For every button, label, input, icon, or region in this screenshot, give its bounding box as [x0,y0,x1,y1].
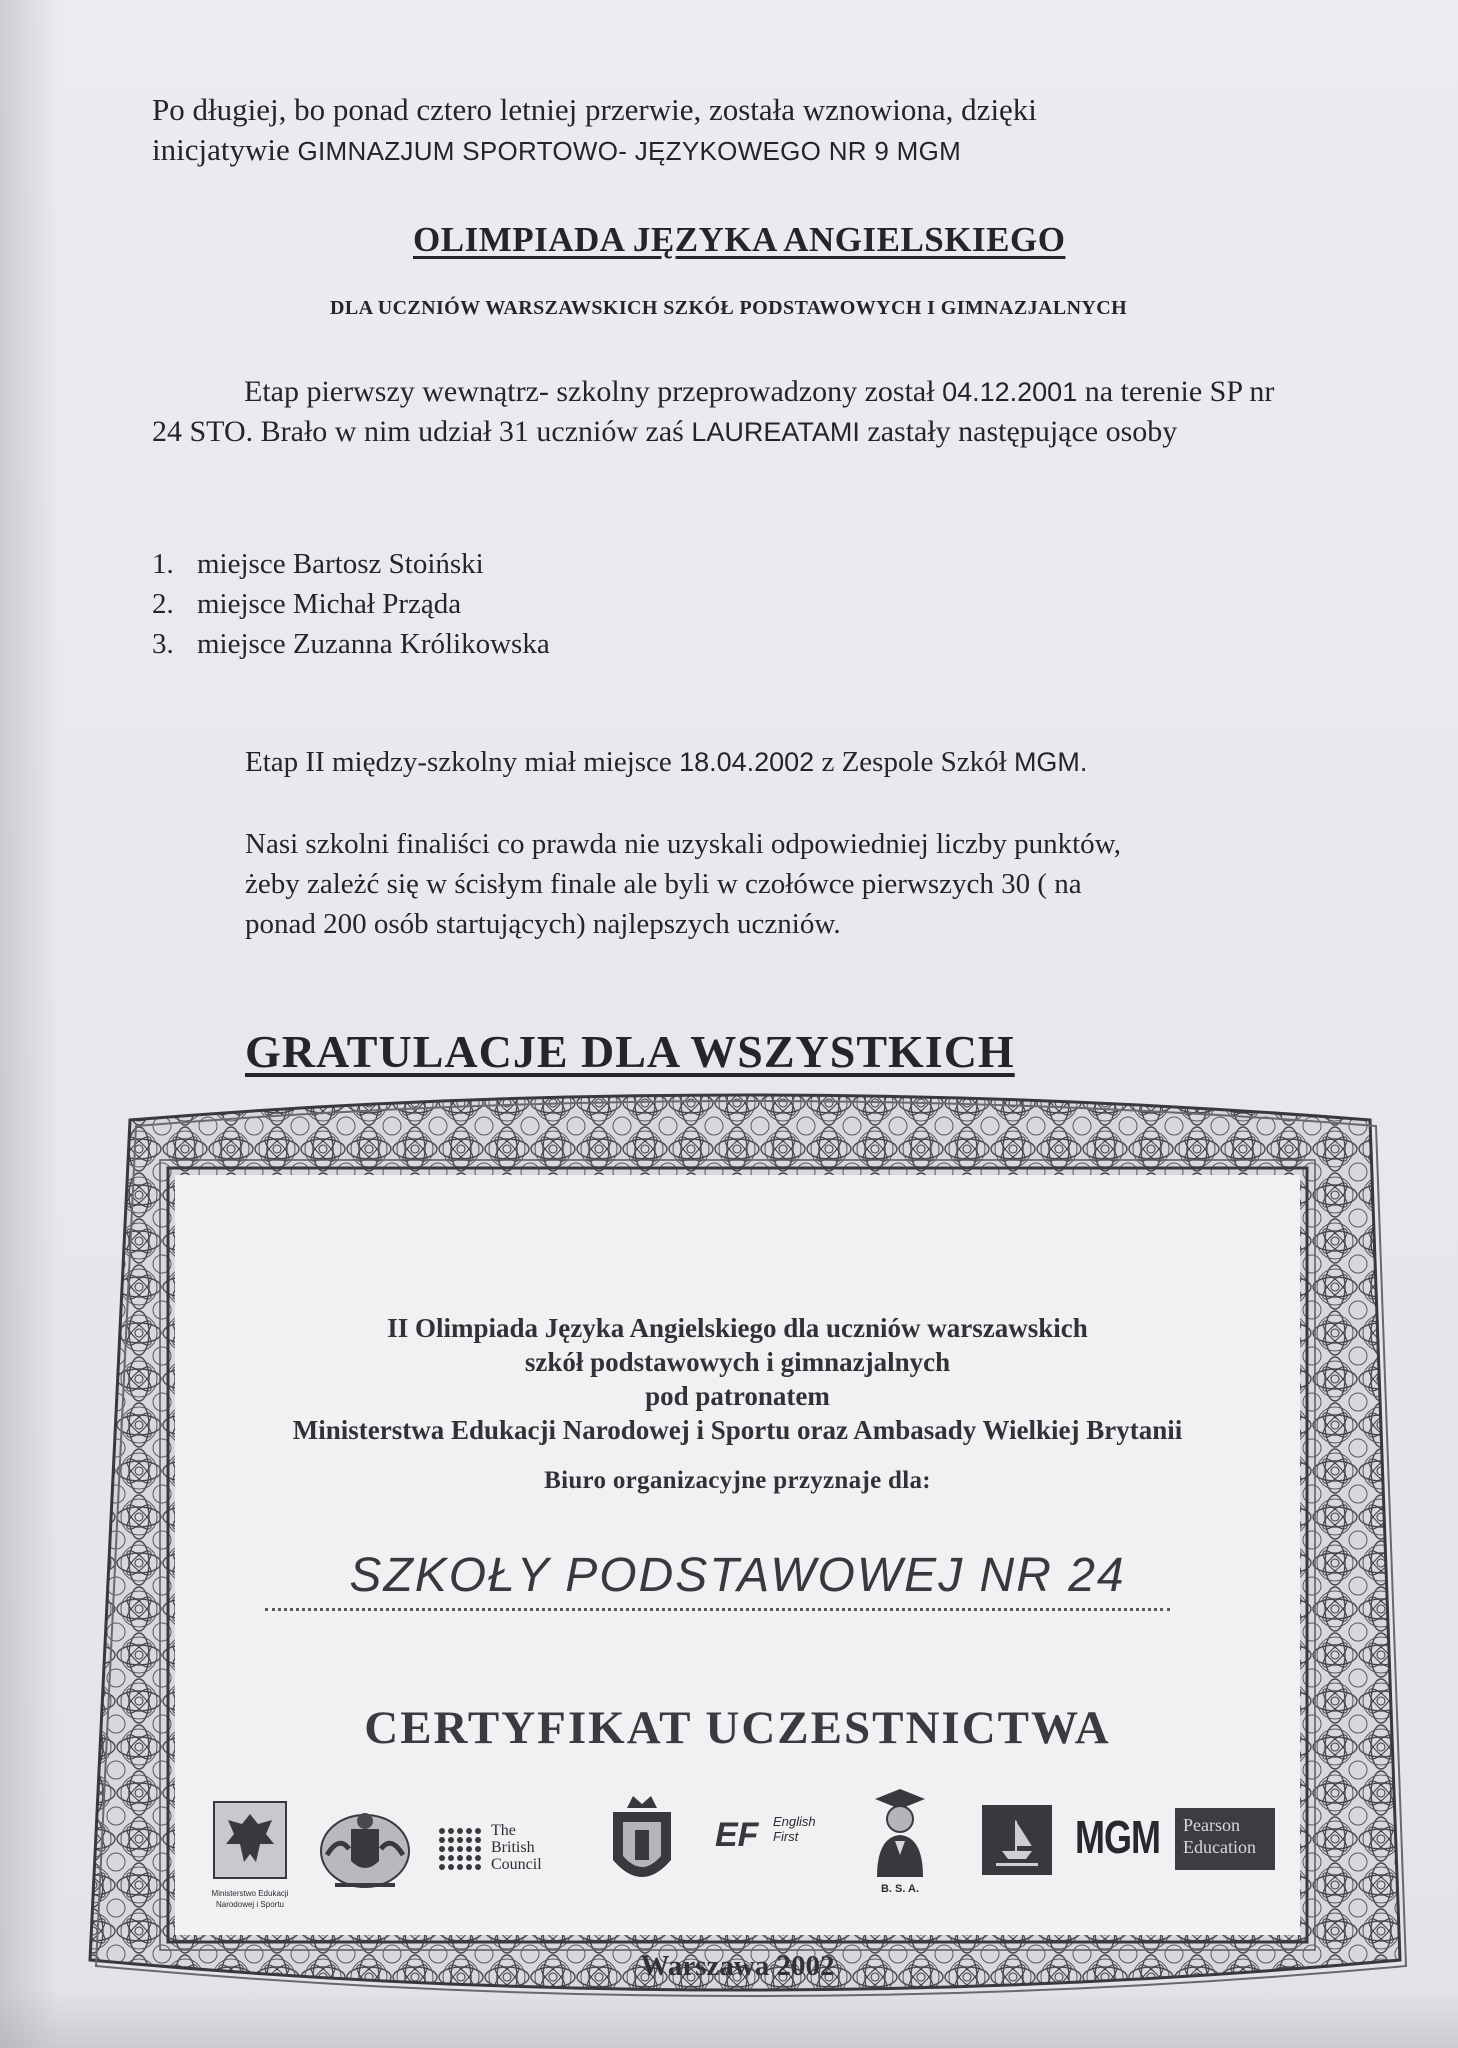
winners-list [152,544,550,664]
finalists-paragraph [245,824,1345,944]
school-organizer: GIMNAZJUM SPORTOWO- JĘZYKOWEGO NR 9 MGM [297,136,962,166]
publisher-logo [982,1805,1052,1875]
certificate-title: CERTYFIKAT UCZESTNICTWA [364,1702,1111,1754]
stage-one-text-3: zastały następujące osoby [859,415,1178,448]
ministry-logo [195,1800,305,1920]
intro-line-2-start: inicjatywie [152,132,298,167]
participation-certificate [70,1080,1410,2010]
congratulations-heading: GRATULACJE DLA WSZYSTKICH [245,1026,1015,1077]
stage-one-paragraph [152,372,1302,452]
stage-two-text-2: z Zespole Szkół [814,746,1014,778]
finalists-line-2: żeby zależć się w ścisłym finale ale byli w czołówce pierwszych 30 ( na [245,868,1082,900]
embassy-logo [315,1805,415,1900]
bsa-logo [860,1785,940,1905]
certificate-line-5: Biuro organizacyjne przyznaje dla: [544,1467,931,1494]
polish-eagle-icon [210,1800,290,1880]
pearson-text-1: Pearson [1183,1815,1240,1835]
certificate-line-1: II Olimpiada Języka Angielskiego dla uczniów warszawskich [387,1313,1088,1343]
ship-icon [982,1805,1052,1875]
place-text: miejsce Michał Prząda [197,588,462,620]
bsa-caption: B. S. A. [880,1883,920,1895]
intro-paragraph [152,90,1332,171]
list-item [152,584,550,624]
ministry-caption-2: Narodowej i Sportu [215,1900,285,1909]
laureates-label: LAUREATAMI [691,417,860,447]
stage-two-date: 18.04.2002 [679,747,815,777]
stage-one-text-2: na terenie SP nr 24 STO. Brało w nim udział 31 uczniów zaś [152,375,1275,448]
pearson-logo [1175,1808,1275,1870]
graduate-icon [865,1785,935,1880]
stage-one-date: 04.12.2001 [942,377,1078,407]
warsaw-crest-logo [607,1790,677,1900]
recipient-school: SZKOŁY PODSTAWOWEJ NR 24 [349,1549,1126,1602]
mgm-logo [1075,1810,1160,1865]
list-item [152,624,550,664]
place-text: miejsce Bartosz Stoiński [197,548,484,580]
place-text: miejsce Zuzanna Królikowska [197,628,550,660]
list-item [152,544,550,584]
place-number: 3. [152,628,174,660]
ef-mark: EF [715,1816,759,1854]
stage-two-paragraph [245,746,1087,779]
certificate-body [175,1175,1300,1982]
place-number: 1. [152,548,174,580]
dot-grid-icon [437,1826,485,1874]
sponsor-logos [195,1800,1295,1920]
finalists-line-3: ponad 200 osób startujących) najlepszych uczniów. [245,908,841,940]
certificate-footer: Warszawa 2002 [640,1950,835,1982]
english-first-logo [715,1812,835,1872]
intro-line-2 [152,130,1332,171]
page-shadow-left [0,0,60,2048]
royal-coat-of-arms-icon [315,1805,415,1895]
stage-two-text-1: Etap II między-szkolny miał miejsce [245,746,680,778]
ef-subtext-1: English [773,1814,816,1829]
stage-one-text-1: Etap pierwszy wewnątrz- szkolny przeprowadzony został [244,375,943,408]
certificate-line-2: szkół podstawowych i gimnazjalnych [524,1347,951,1377]
pearson-text-2: Education [1183,1837,1256,1857]
dotted-line [265,1608,1170,1611]
ef-subtext-2: First [773,1829,799,1844]
stage-two-school: MGM. [1013,747,1088,777]
certificate-line-3: pod patronatem [645,1381,830,1411]
finalists-line-1: Nasi szkolni finaliści co prawda nie uzyskali odpowiedniej liczby punktów, [245,828,1121,860]
british-council-text-3: Council [491,1856,542,1873]
british-council-text-1: The [491,1822,516,1839]
british-council-logo [437,1822,567,1882]
place-number: 2. [152,588,174,620]
intro-line-1: Po długiej, bo ponad cztero letniej przerwie, została wznowiona, dzięki [152,92,1037,127]
certificate-line-4: Ministerstwa Edukacji Narodowej i Sportu oraz Ambasady Wielkiej Brytanii [292,1415,1183,1445]
olympiad-subtitle: DLA UCZNIÓW WARSZAWSKICH SZKÓŁ PODSTAWOWYCH I GIMNAZJALNYCH [330,297,1128,319]
mgm-text: MGM [1075,1810,1160,1864]
city-crest-icon [607,1790,677,1900]
british-council-text-2: British [491,1839,535,1856]
ministry-caption-1: Ministerstwo Edukacji [211,1889,289,1898]
olympiad-title: OLIMPIADA JĘZYKA ANGIELSKIEGO [413,220,1066,259]
